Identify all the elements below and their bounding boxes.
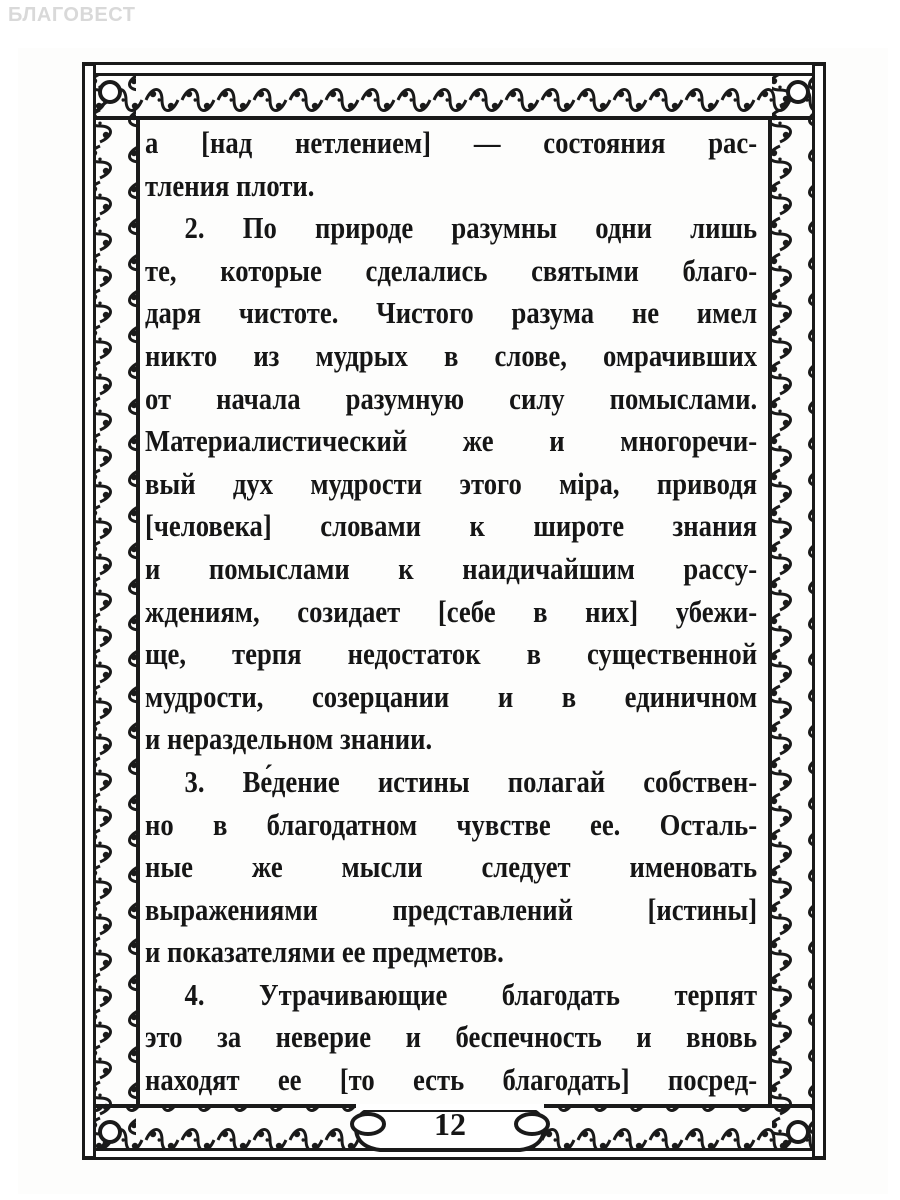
text-line-10: [человека] словами к широте знания [145, 508, 758, 544]
text-line-15: и нераздельном знании. [145, 721, 433, 757]
text-line-12: ждениям, созидает [себе в них] убежи- [145, 593, 758, 629]
text-line-4: те, которые сделались святыми благо- [145, 252, 758, 288]
text-line-6: никто из мудрых в слове, омрачивших [145, 337, 758, 373]
text-line-11: и помыслами к наидичайшим рассу- [145, 550, 758, 586]
text-line-13: ще, терпя недостаток в существенной [145, 636, 758, 672]
page-number: 12 [434, 1106, 466, 1142]
text-line-23: находят ее [то есть благодать] посред- [145, 1062, 758, 1098]
text-line-21: 4. Утрачивающие благодать терпят [184, 976, 758, 1012]
text-line-14: мудрости, созерцании и в единичном [145, 678, 758, 714]
text-line-19: выражениями представлений [истины] [145, 891, 758, 927]
text-line-5: даря чистоте. Чистого разума не имел [145, 295, 758, 331]
text-line-9: вый дух мудрости этого міра, приводя [145, 465, 758, 501]
text-line-8: Материалистический же и многоречи- [145, 423, 758, 459]
text-line-7: от начала разумную силу помыслами. [145, 380, 758, 416]
text-line-22: это за неверие и беспечность и вновь [145, 1019, 758, 1055]
text-line-2: тления плоти. [145, 167, 315, 203]
text-line-3: 2. По природе разумны одни лишь [184, 210, 758, 246]
watermark-logo: БЛАГОВЕСТ [8, 4, 136, 26]
text-line-18: ные же мысли следует именовать [145, 849, 758, 885]
body-text [145, 122, 757, 1102]
text-line-1: а [над нетлением] — состояния рас- [145, 125, 758, 160]
text-line-20: и показателями ее предметов. [145, 934, 504, 970]
text-line-17: но в благодатном чувстве ее. Осталь- [145, 806, 758, 842]
text-line-16: 3. Ве́дение истины полагай собствен- [184, 763, 758, 799]
